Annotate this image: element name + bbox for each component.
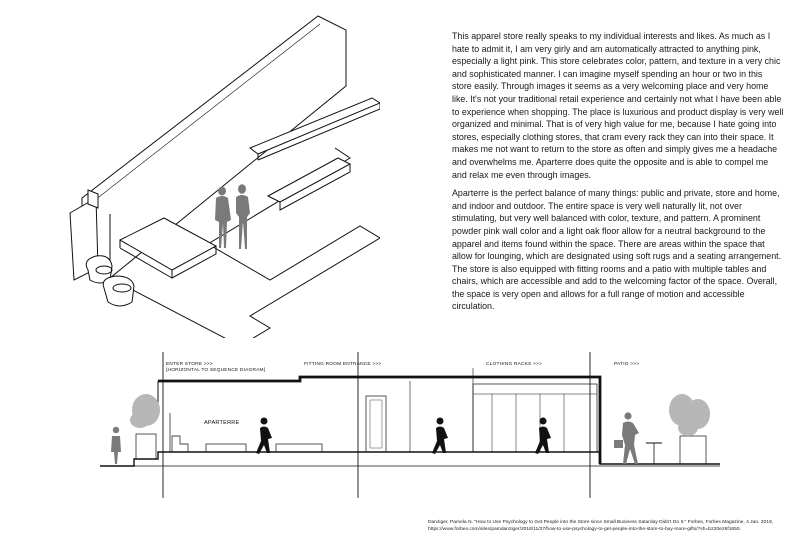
citation-line-1: Danziger, Pamela N. "How to Use Psychology to Get People into the Store since Small Business Saturday Didn't Do It." Forbes, Forbes Magazine, 4 Jan. 2019, [428,520,774,525]
axonometric-drawing [40,8,380,338]
essay-text [452,30,784,319]
people-figures [215,184,250,249]
shopper-figure [614,412,639,464]
citation-line-2: https://www.forbes.com/sites/pamdanziger/2018/11/27/how-to-use-psychology-to-get-people-into-the-store-to-buy-more-gifts/?sh=b220e26f1650. [428,527,741,532]
bench-2 [276,444,322,452]
bench-1 [206,444,246,452]
lounge-chair-2 [103,276,134,306]
label-enter-store: ENTER STORE >>> [166,362,213,367]
store-sign: APARTERRE [204,420,240,426]
section-drawing [0,348,794,523]
paragraph-1: This apparel store really speaks to my individual interests and likes. As much as I hate to admit it, I am very girly and am automatically attracted to anything pink, especially a light pink. This store celebrates color, pattern, and texture in a very chic and sophisticated manner. I can imagine myself spending an hour or two in this store easily. Through images it seems as a very welcoming place and very home like. It's not your traditional retail experience and certainly not what I have been able to experience when shopping. The place is luxurious and product display is very well organized and minimal. That is of very high value for me, because I hate going into stores, especially clothing stores, that cram every rack they can into their space. It makes me not want to return to the store as often and simply gives me a headache and overwhelms me. Aparterre does quite the opposite and is able to compel me and relax me even through images. [452,31,784,180]
label-enter-store-sub: [HORIZONTAL TO SEQUENCE DIAGRAM] [166,368,266,373]
people [111,418,551,465]
display-bench-lower [268,158,350,202]
planter-left [136,434,156,459]
citation [428,519,788,533]
armchair [172,436,188,452]
label-fitting-room: FITTING ROOM ENTRANCE >>> [304,362,382,367]
planter-right [680,436,706,464]
sequence-section [0,348,794,523]
label-clothing-racks: CLOTHING RACKS >>> [486,362,542,367]
fitting-room-door [366,396,386,452]
paragraph-2: Aparterre is the perfect balance of many things: public and private, store and home, and indoor and outdoor. The entire space is very well naturally lit, not over stimulating, but very well balanced with color, texture, and pattern. A prominent powder pink wall color and a light oak floor allow for a neutral background to the apparel and items found within the space. There are areas within the space that allow for lounging, which are designated using soft rugs and a seating arrangement. The store is also equipped with fitting rooms and a patio with multiple tables and chairs, which are accessible and add to the welcoming factor of the space. Overall, the space is very open and allows for a full range of motion and accessible circulation. [452,188,782,312]
label-patio: PATIO >>> [614,362,640,367]
